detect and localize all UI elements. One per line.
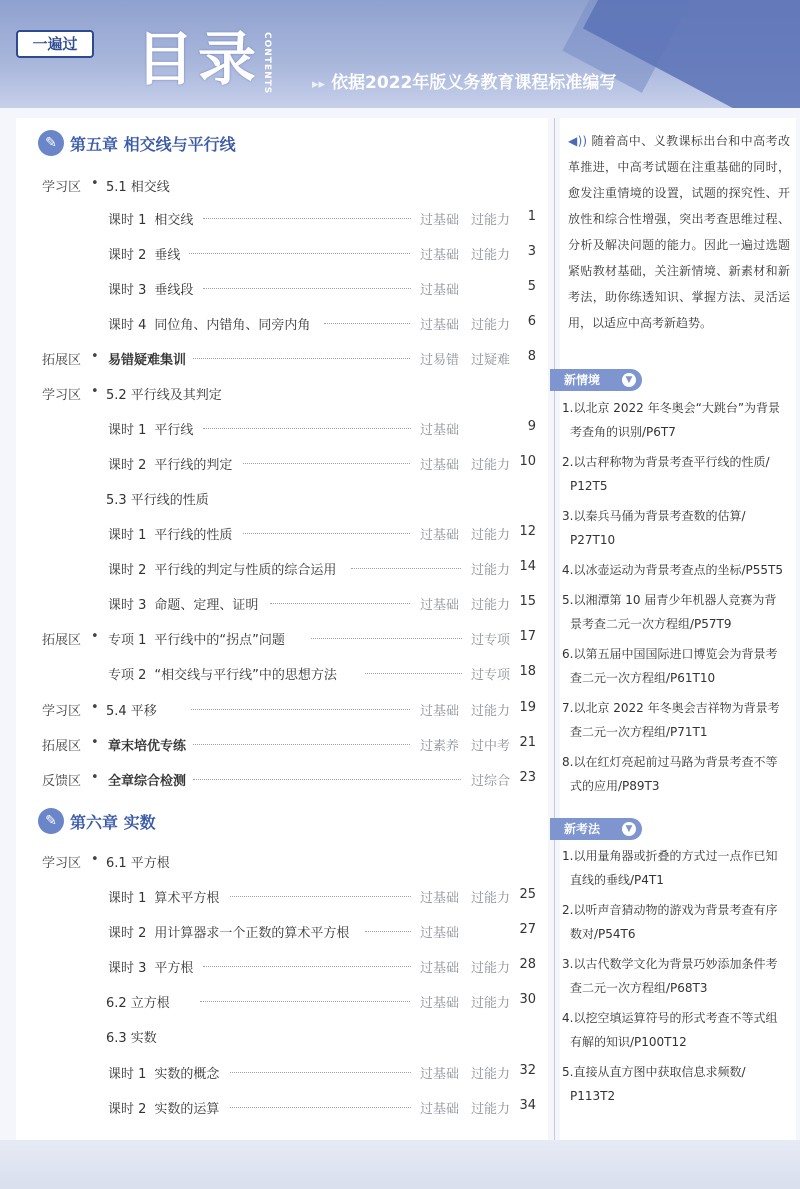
leader-dots (230, 1107, 411, 1108)
list-item-line: 4.以挖空填运算符号的形式考查不等式组 (562, 1011, 778, 1025)
lesson-title: 相交线 (154, 213, 194, 228)
list-item (562, 844, 792, 892)
toc-row[interactable] (0, 449, 548, 477)
intro-text (568, 128, 790, 336)
zone-label: 拓展区 (42, 353, 82, 368)
list-item-line: 有解的知识/P100T12 (570, 1035, 687, 1049)
bullet-icon: • (91, 349, 99, 364)
page-number: 18 (519, 664, 536, 679)
lesson-number: 课时 1 (108, 891, 147, 906)
page-number: 5 (527, 279, 536, 294)
leader-dots (203, 218, 411, 219)
lesson-number: 专项 1 (108, 633, 147, 648)
list-item-line: 查二元一次方程组/P61T10 (570, 671, 716, 685)
tag-label: 过基础 (420, 1102, 460, 1117)
toc-row[interactable] (0, 624, 548, 652)
page-number: 1 (527, 209, 536, 224)
speaker-icon: ◀)) (568, 134, 588, 148)
lesson-number: 课时 2 (108, 563, 147, 578)
list-item (562, 396, 792, 444)
list-item-line: 1.以用量角器或折叠的方式过一点作已知 (562, 849, 778, 863)
lesson-title: 实数的概念 (154, 1067, 220, 1082)
tag-label: 过能力 (471, 704, 511, 719)
tag-label: 过基础 (420, 704, 460, 719)
list-item (562, 1006, 792, 1054)
tag-label: 过能力 (471, 996, 511, 1011)
new-situation-label: 新情境 (564, 373, 601, 387)
footer-band (0, 1140, 800, 1189)
list-item-line: 4.以冰壶运动为背景考查点的坐标/P55T5 (562, 563, 783, 577)
tag-label: 过易错 (420, 353, 460, 368)
lesson-entry (108, 957, 193, 976)
tag-label: 过素养 (420, 739, 460, 754)
tag-label: 过基础 (420, 283, 460, 298)
leader-dots (230, 896, 411, 897)
list-item (562, 504, 792, 552)
lesson-number: 课时 2 (108, 248, 147, 263)
lesson-entry (108, 209, 193, 228)
tag-label: 过能力 (471, 458, 511, 473)
lesson-entry (108, 770, 186, 789)
list-item (562, 558, 792, 582)
leader-dots (193, 358, 410, 359)
list-item-line: 8.以在红灯亮起前过马路为背景考查不等 (562, 755, 778, 769)
leader-dots (243, 533, 410, 534)
lesson-title: “相交线与平行线”中的思想方法 (154, 668, 337, 683)
lesson-title: 平行线的判定与性质的综合运用 (154, 563, 337, 578)
toc-row[interactable] (0, 274, 548, 302)
tag-label: 过专项 (471, 633, 511, 648)
page-title: 目录 (136, 25, 261, 93)
leader-dots (351, 568, 461, 569)
lesson-title: 全章综合检测 (108, 774, 187, 789)
tag-label: 过基础 (420, 961, 460, 976)
page-number: 14 (519, 559, 536, 574)
leader-dots (365, 931, 411, 932)
new-method-label: 新考法 (564, 822, 601, 836)
pen-icon: ✎ (38, 130, 64, 156)
tag-label: 过基础 (420, 458, 460, 473)
toc-row[interactable] (0, 204, 548, 232)
subtitle (312, 68, 616, 93)
page-number: 12 (519, 524, 536, 539)
toc-row[interactable] (0, 987, 548, 1015)
leader-dots (203, 966, 411, 967)
lesson-number: 课时 3 (108, 598, 147, 613)
lesson-title: 平行线中的“拐点”问题 (154, 633, 285, 648)
leader-dots (243, 463, 410, 464)
page-number: 3 (527, 244, 536, 259)
lesson-title: 平方根 (154, 961, 194, 976)
leader-dots (200, 1001, 410, 1002)
section-title: 5.2 平行线及其判定 (106, 388, 222, 403)
lesson-title: 平行线 (154, 423, 194, 438)
lesson-entry (108, 1098, 219, 1117)
list-item-line: 数对/P54T6 (570, 927, 636, 941)
lesson-title: 垂线 (154, 248, 181, 263)
tag-label: 过基础 (420, 598, 460, 613)
list-item-line: 查二元一次方程组/P68T3 (570, 981, 708, 995)
toc-row[interactable] (0, 1058, 548, 1086)
toc-row[interactable] (0, 171, 548, 199)
toc-row[interactable] (0, 952, 548, 980)
tag-label: 过专项 (471, 668, 511, 683)
list-item-line: 5.以湘潭第 10 届青少年机器人竞赛为背 (562, 593, 777, 607)
list-item (562, 750, 792, 798)
lesson-title: 同位角、内错角、同旁内角 (154, 318, 311, 333)
lesson-entry (108, 419, 193, 438)
list-item-line: P12T5 (570, 479, 608, 493)
list-item-line: 1.以北京 2022 年冬奥会“大跳台”为背景 (562, 401, 781, 415)
list-item (562, 696, 792, 744)
zone-label: 学习区 (42, 856, 82, 871)
zone-label: 反馈区 (42, 774, 82, 789)
lesson-number: 课时 1 (108, 213, 147, 228)
tag-label: 过综合 (471, 774, 511, 789)
tag-label: 过中考 (471, 739, 511, 754)
lesson-entry (108, 1063, 219, 1082)
list-item-line: P27T10 (570, 533, 616, 547)
chapter-heading (38, 806, 156, 836)
lesson-entry (108, 524, 232, 543)
chapter-heading (38, 128, 236, 158)
toc-row[interactable] (0, 1022, 548, 1050)
leader-dots (203, 428, 411, 429)
list-item-line: 3.以古代数学文化为背景巧妙添加条件考 (562, 957, 778, 971)
zone-label: 学习区 (42, 704, 82, 719)
tag-label: 过基础 (420, 528, 460, 543)
list-item (562, 588, 792, 636)
tag-label: 过能力 (471, 213, 511, 228)
list-item (562, 450, 792, 498)
chevron-down-icon: ▼ (622, 822, 636, 836)
leader-dots (203, 288, 411, 289)
tag-label: 过疑难 (471, 353, 511, 368)
lesson-entry (108, 922, 349, 941)
new-method-tag (550, 818, 642, 840)
header-banner (0, 0, 800, 108)
list-item (562, 952, 792, 1000)
lesson-number: 课时 3 (108, 283, 147, 298)
lesson-entry (108, 664, 337, 683)
lesson-title: 易错疑难集训 (108, 353, 187, 368)
list-item-line: 查二元一次方程组/P71T1 (570, 725, 708, 739)
bullet-icon: • (91, 700, 99, 715)
column-divider (554, 118, 555, 1142)
page-number: 10 (519, 454, 536, 469)
section-title: 5.3 平行线的性质 (106, 493, 209, 508)
contents-label: CONTENTS (262, 32, 272, 95)
bullet-icon: • (91, 629, 99, 644)
zone-label: 拓展区 (42, 739, 82, 754)
section-title: 6.1 平方根 (106, 856, 170, 871)
tag-label: 过能力 (471, 1067, 511, 1082)
lesson-entry (108, 314, 310, 333)
list-item-line: 6.以第五届中国国际进口博览会为背景考 (562, 647, 778, 661)
chapter-title: 第五章 相交线与平行线 (70, 134, 236, 154)
lesson-entry (108, 735, 186, 754)
lesson-entry (108, 594, 258, 613)
chevron-down-icon: ▼ (622, 373, 636, 387)
toc-row[interactable] (0, 1093, 548, 1121)
lesson-number: 课时 1 (108, 1067, 147, 1082)
tag-label: 过基础 (420, 1067, 460, 1082)
tag-label: 过基础 (420, 926, 460, 941)
page-number: 32 (519, 1063, 536, 1078)
toc-row[interactable] (0, 344, 548, 372)
lesson-title: 平行线的性质 (154, 528, 233, 543)
list-item (562, 642, 792, 690)
list-item-line: 2.以古秤称物为背景考查平行线的性质/ (562, 455, 770, 469)
leader-dots (191, 709, 410, 710)
page-number: 21 (519, 735, 536, 750)
bullet-icon: • (91, 770, 99, 785)
list-item-line: 3.以秦兵马俑为背景考查数的估算/ (562, 509, 746, 523)
list-item-line: 式的应用/P89T3 (570, 779, 660, 793)
list-item-line: 5.直接从直方图中获取信息求频数/ (562, 1065, 746, 1079)
toc-row[interactable] (0, 414, 548, 442)
list-item (562, 1060, 792, 1108)
lesson-number: 课时 2 (108, 926, 147, 941)
lesson-number: 课时 1 (108, 423, 147, 438)
leader-dots (270, 603, 410, 604)
page-number: 8 (527, 349, 536, 364)
leader-dots (230, 1072, 411, 1073)
leader-dots (193, 779, 461, 780)
lesson-entry (108, 559, 336, 578)
lesson-title: 算术平方根 (154, 891, 220, 906)
bullet-icon: • (91, 176, 99, 191)
lesson-number: 课时 1 (108, 528, 147, 543)
zone-label: 学习区 (42, 388, 82, 403)
toc-row[interactable] (0, 695, 548, 723)
double-arrow-icon: ▸▸ (312, 77, 326, 92)
tag-label: 过能力 (471, 318, 511, 333)
page-number: 28 (519, 957, 536, 972)
tag-label: 过基础 (420, 423, 460, 438)
toc-row[interactable] (0, 239, 548, 267)
toc-row[interactable] (0, 589, 548, 617)
tag-label: 过基础 (420, 213, 460, 228)
toc-row[interactable] (0, 917, 548, 945)
lesson-number: 课时 2 (108, 458, 147, 473)
lesson-entry (108, 244, 180, 263)
page-number: 17 (519, 629, 536, 644)
page-number: 25 (519, 887, 536, 902)
section-title: 6.2 立方根 (106, 996, 170, 1011)
toc-row[interactable] (0, 847, 548, 875)
new-method-list (562, 844, 792, 1114)
tag-label: 过能力 (471, 563, 511, 578)
lesson-title: 垂线段 (154, 283, 194, 298)
list-item-line: 7.以北京 2022 年冬奥会吉祥物为背景考 (562, 701, 780, 715)
lesson-number: 课时 2 (108, 1102, 147, 1117)
toc-row[interactable] (0, 309, 548, 337)
chapter-title: 第六章 实数 (70, 812, 156, 832)
bullet-icon: • (91, 852, 99, 867)
toc-row[interactable] (0, 484, 548, 512)
lesson-entry (108, 629, 285, 648)
toc-row[interactable] (0, 659, 548, 687)
tag-label: 过基础 (420, 996, 460, 1011)
page-number: 30 (519, 992, 536, 1007)
lesson-title: 平行线的判定 (154, 458, 233, 473)
tag-label: 过基础 (420, 891, 460, 906)
toc-row[interactable] (0, 882, 548, 910)
lesson-number: 课时 4 (108, 318, 147, 333)
new-situation-list (562, 396, 792, 804)
intro-paragraph: 随着高中、义教课标出台和中高考改革推进，中高考试题在注重基础的同时，愈发注重情境的设置，试题的探究性、开放性和综合性增强，突出考查思维过程、分析及解决问题的能力。因此一遍过选题紧贴教材基础，关注新情境、新素材和新考法，助你练透知识、掌握方法、灵活运用，以适应中高考新趋势。 (568, 134, 790, 330)
toc-row[interactable] (0, 379, 548, 407)
page-number: 15 (519, 594, 536, 609)
section-title: 6.3 实数 (106, 1031, 157, 1046)
list-item-line: P113T2 (570, 1089, 616, 1103)
list-item-line: 考查角的识别/P6T7 (570, 425, 676, 439)
toc-row[interactable] (0, 765, 548, 793)
leader-dots (193, 744, 410, 745)
page-number: 23 (519, 770, 536, 785)
tag-label: 过能力 (471, 1102, 511, 1117)
leader-dots (311, 638, 462, 639)
tag-label: 过能力 (471, 248, 511, 263)
list-item (562, 898, 792, 946)
toc-row[interactable] (0, 730, 548, 758)
bullet-icon: • (91, 384, 99, 399)
new-situation-tag (550, 369, 642, 391)
lesson-entry (108, 349, 186, 368)
tag-label: 过能力 (471, 891, 511, 906)
leader-dots (324, 323, 410, 324)
bullet-icon: • (91, 735, 99, 750)
zone-label: 学习区 (42, 180, 82, 195)
section-title: 5.1 相交线 (106, 180, 170, 195)
section-title: 5.4 平移 (106, 704, 157, 719)
lesson-number: 课时 3 (108, 961, 147, 976)
toc-row[interactable] (0, 519, 548, 547)
lesson-entry (108, 279, 193, 298)
lesson-title: 命题、定理、证明 (154, 598, 259, 613)
lesson-title: 章末培优专练 (108, 739, 187, 754)
lesson-title: 用计算器求一个正数的算术平方根 (154, 926, 350, 941)
zone-label: 拓展区 (42, 633, 82, 648)
page-number: 19 (519, 700, 536, 715)
toc-row[interactable] (0, 554, 548, 582)
lesson-title: 实数的运算 (154, 1102, 220, 1117)
pen-icon: ✎ (38, 808, 64, 834)
tag-label: 过能力 (471, 961, 511, 976)
list-item-line: 2.以听声音猜动物的游戏为背景考查有序 (562, 903, 778, 917)
list-item-line: 景考查二元一次方程组/P57T9 (570, 617, 732, 631)
brand-logo: 一遍过 (16, 30, 94, 58)
tag-label: 过基础 (420, 318, 460, 333)
leader-dots (189, 253, 410, 254)
leader-dots (365, 673, 462, 674)
lesson-entry (108, 454, 232, 473)
page-number: 34 (519, 1098, 536, 1113)
subtitle-text: 依据2022年版义务教育课程标准编写 (331, 73, 617, 93)
tag-label: 过基础 (420, 248, 460, 263)
lesson-entry (108, 887, 219, 906)
page-number: 6 (527, 314, 536, 329)
tag-label: 过能力 (471, 598, 511, 613)
tag-label: 过能力 (471, 528, 511, 543)
list-item-line: 直线的垂线/P4T1 (570, 873, 664, 887)
lesson-number: 专项 2 (108, 668, 147, 683)
page-number: 9 (527, 419, 536, 434)
page-number: 27 (519, 922, 536, 937)
